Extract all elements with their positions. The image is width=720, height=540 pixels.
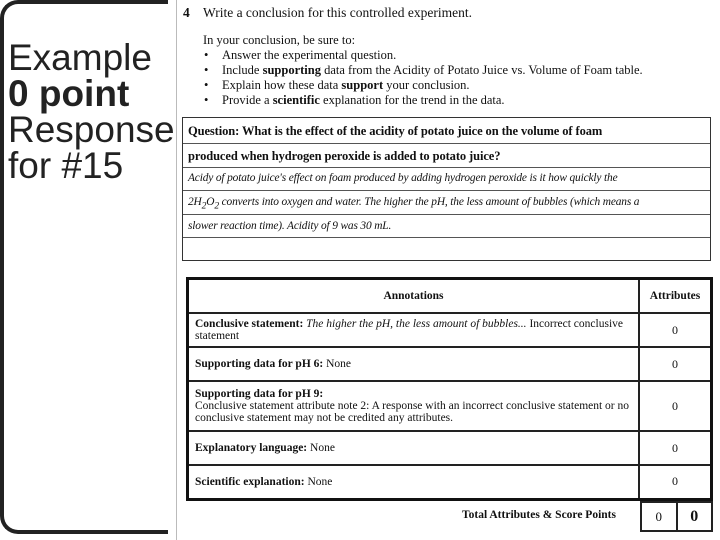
- question-text-line-1: Question: What is the effect of the acidity of potato juice on the volume of foam: [188, 124, 603, 138]
- question-prompt: Write a conclusion for this controlled experiment.: [203, 5, 472, 20]
- table-row: [188, 313, 712, 347]
- attribute-value: 0: [639, 465, 712, 499]
- question-number: 4: [183, 5, 190, 20]
- total-score-value: 0: [676, 503, 712, 530]
- annotation-cell: Conclusive statement: The higher the pH, the less amount of bubbles... Incorrect conclusive statement: [188, 313, 640, 347]
- question-heading: [183, 5, 472, 21]
- student-response-box: [182, 117, 711, 261]
- annotations-table: [186, 277, 713, 501]
- annotation-cell: Explanatory language: None: [188, 431, 640, 465]
- response-line-2: $2H_2O_2$ converts into oxygen and water. The higher the pH, the less amount of bubbles (which means a: [188, 196, 640, 212]
- reminder-item: • Include supporting data from the Acidity of Potato Juice vs. Volume of Foam table.: [203, 63, 643, 78]
- annotation-cell: Scientific explanation: None: [188, 465, 640, 499]
- response-line-3: slower reaction time). Acidity of 9 was 30 mL.: [188, 220, 392, 232]
- slide-title: [8, 37, 175, 186]
- total-attributes-value: 0: [655, 508, 662, 524]
- table-row: [188, 381, 712, 431]
- annotation-cell: Supporting data for pH 6: None: [188, 347, 640, 381]
- table-row: [188, 431, 712, 465]
- reminder-block: [203, 33, 643, 108]
- title-line-1: Example: [8, 37, 152, 78]
- header-annotations: Annotations: [188, 279, 640, 314]
- reminder-item: • Provide a scientific explanation for the trend in the data.: [203, 93, 643, 108]
- title-line-3: Response: [8, 109, 175, 150]
- table-row: [188, 465, 712, 499]
- divider-line: [176, 0, 177, 540]
- reminder-item: • Answer the experimental question.: [203, 48, 643, 63]
- table-row: [188, 347, 712, 381]
- attribute-value: 0: [639, 381, 712, 431]
- reminder-intro: In your conclusion, be sure to:: [203, 33, 356, 47]
- attribute-value: 0: [639, 431, 712, 465]
- title-line-4: for #15: [8, 145, 124, 186]
- title-line-2: 0 point: [8, 73, 130, 114]
- rule-line: [183, 167, 710, 168]
- attribute-value: 0: [639, 313, 712, 347]
- table-header-row: [188, 279, 712, 314]
- annotation-cell: Supporting data for pH 9: Conclusive statement attribute note 2: A response with an incorrect conclusive statement or no conclusive statement may not be credited any attributes.: [188, 381, 640, 431]
- total-label: Total Attributes & Score Points: [462, 509, 616, 521]
- rule-line: [183, 143, 710, 144]
- response-line-1: Acidy of potato juice's effect on foam produced by adding hydrogen peroxide is it how quickly the: [188, 172, 618, 184]
- header-attributes: Attributes: [639, 279, 712, 314]
- reminder-item: • Explain how these data support your conclusion.: [203, 78, 643, 93]
- reminder-list: [203, 48, 643, 108]
- rule-line: [183, 190, 710, 191]
- rule-line: [183, 237, 710, 238]
- total-score-box: [640, 501, 713, 532]
- attribute-value: 0: [639, 347, 712, 381]
- rule-line: [183, 214, 710, 215]
- question-text-line-2: produced when hydrogen peroxide is added to potato juice?: [188, 149, 501, 163]
